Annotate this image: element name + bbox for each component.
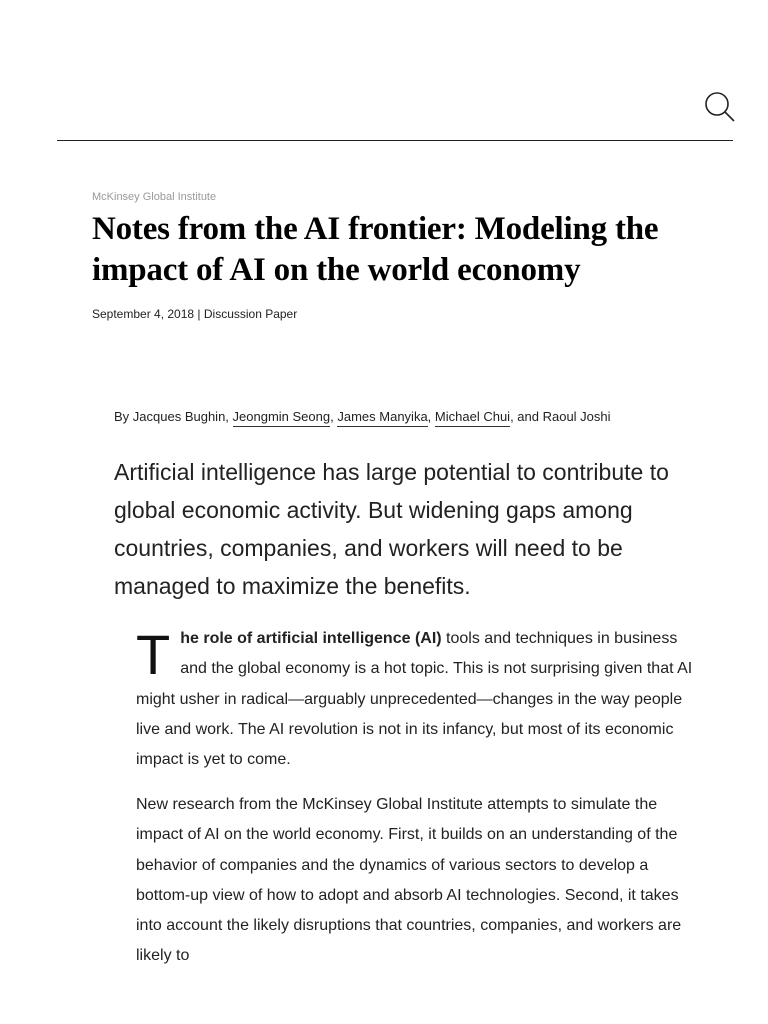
body-paragraph <box>136 624 696 775</box>
publisher-eyebrow[interactable]: McKinsey Global Institute <box>92 191 217 203</box>
author-link[interactable]: James Manyika <box>337 409 427 427</box>
paragraph-text: tools and techniques in business and the global economy is a hot topic. This is not surprising given that AI might usher in radical—arguably unprecedented—changes in the way people live and work. The AI revolution is not in its infancy, but most of its economic impact is yet to come. <box>136 630 693 769</box>
header-divider <box>57 140 733 141</box>
body-paragraph: New research from the McKinsey Global Institute attempts to simulate the impact of AI on the world economy. First, it builds on an understanding of the behavior of companies and the dynamics of various sectors to develop a bottom-up view of how to adopt and absorb AI technologies. Second, it takes into account the likely disruptions that countries, companies, and workers are likely to <box>136 796 682 965</box>
byline-prefix: By Jacques Bughin, <box>114 409 229 424</box>
drop-cap: T <box>136 623 171 686</box>
search-icon[interactable] <box>703 90 737 124</box>
search-button[interactable] <box>703 90 737 124</box>
article-dek: Artificial intelligence has large potential to contribute to global economic activity. But widening gaps among countries, companies, and workers will need to be managed to maximize the benefits. <box>114 459 669 599</box>
byline-separator: , <box>427 409 432 424</box>
author-link[interactable]: Michael Chui <box>435 409 510 427</box>
byline <box>114 409 611 424</box>
lead-in-bold: he role of artificial intelligence (AI) <box>180 630 442 647</box>
byline-separator: , <box>330 409 334 424</box>
byline-suffix: , and Raoul Joshi <box>510 409 611 424</box>
site-header <box>0 0 768 142</box>
article-meta: September 4, 2018 | Discussion Paper <box>92 307 298 321</box>
author-link[interactable]: Jeongmin Seong <box>233 409 331 427</box>
article-title: Notes from the AI frontier: Modeling the impact of AI on the world economy <box>92 211 659 288</box>
